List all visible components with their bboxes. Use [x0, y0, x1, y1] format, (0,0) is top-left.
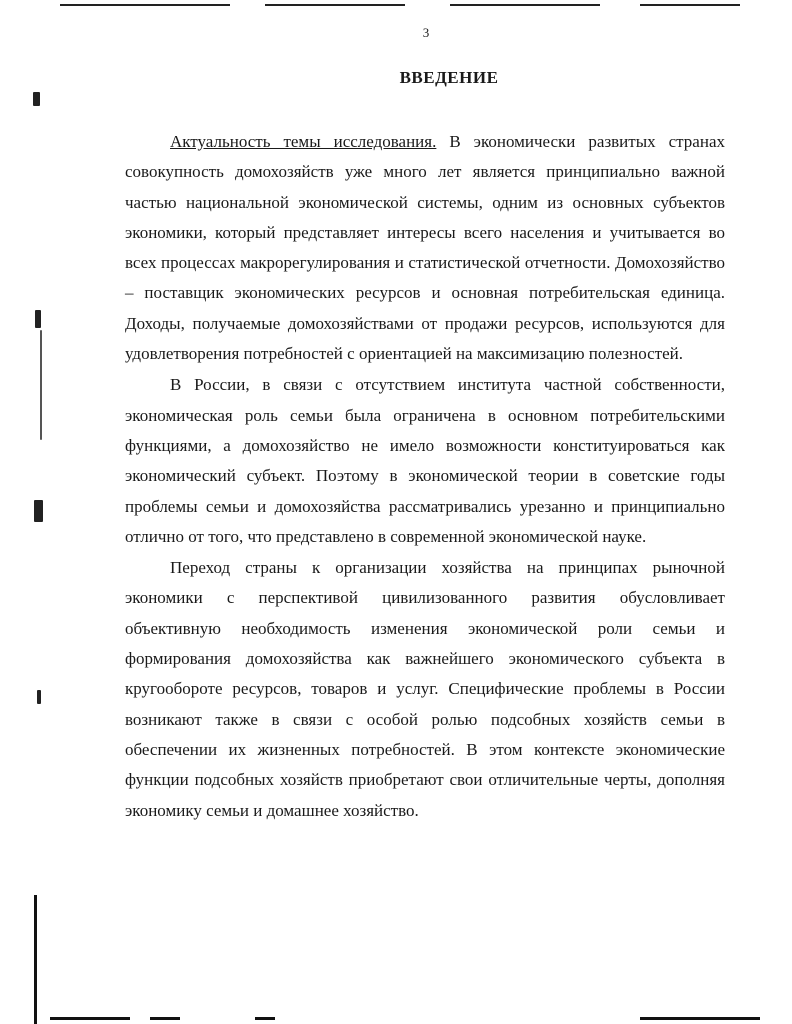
- paragraph-1: [125, 127, 725, 369]
- scan-artifact-top-line-4: [640, 4, 740, 6]
- document-body: [125, 127, 725, 827]
- page-number: 3: [422, 25, 430, 40]
- scan-artifact-top-line-3: [450, 4, 600, 6]
- scan-artifact-speck-5: [37, 690, 41, 704]
- scan-artifact-bottom-line-4: [640, 1017, 760, 1020]
- scan-artifact-bottom-line-1: [50, 1017, 130, 1020]
- paragraph-1-lead: Актуальность темы исследования.: [170, 132, 437, 151]
- page-heading: ВВЕДЕНИЕ: [399, 68, 499, 87]
- scan-artifact-speck-3: [40, 330, 42, 440]
- scan-artifact-speck-4: [34, 500, 43, 522]
- scan-artifact-speck-1: [33, 92, 40, 106]
- scan-artifact-bottom-line-2: [150, 1017, 180, 1020]
- paragraph-1-text: В экономически развитых странах совокупность домохозяйств уже много лет является принципиально важной частью национальной экономической системы, одним из основных субъектов экономики, который представляет интересы всего населения и учитывается во всех процессах макрорегулирования и статистической отчетности. Домохозяйство – поставщик экономических ресурсов и основная потребительская единица. Доходы, получаемые домохозяйствами от продажи ресурсов, используются для удовлетворения потребностей с ориентацией на максимизацию полезностей.: [125, 132, 725, 364]
- paragraph-2: В России, в связи с отсутствием института частной собственности, экономическая роль семьи была ограничена в основном потребительскими функциями, а домохозяйство не имело возможности конституироваться как экономический субъект. Поэтому в экономической теории в советские годы проблемы семьи и домохозяйства рассматривались урезанно и принципиально отлично от того, что представлено в современной экономической науке.: [125, 375, 725, 546]
- scan-artifact-speck-2: [35, 310, 41, 328]
- scan-artifact-top-line-1: [60, 4, 230, 6]
- scan-artifact-top-line-2: [265, 4, 405, 6]
- paragraph-3: Переход страны к организации хозяйства на принципах рыночной экономики с перспективой цивилизованного развития обусловливает объективную необходимость изменения экономической роли семьи и формирования домохозяйства как важнейшего экономического субъекта в кругообороте ресурсов, товаров и услуг. Специфические проблемы в России возникают также в связи с особой ролью подсобных хозяйств семьи в обеспечении их жизненных потребностей. В этом контексте экономические функции подсобных хозяйств приобретают свои отличительные черты, дополняя экономику семьи и домашнее хозяйство.: [125, 558, 725, 820]
- scan-artifact-bottom-line-3: [255, 1017, 275, 1020]
- scan-artifact-left-bar: [34, 895, 37, 1024]
